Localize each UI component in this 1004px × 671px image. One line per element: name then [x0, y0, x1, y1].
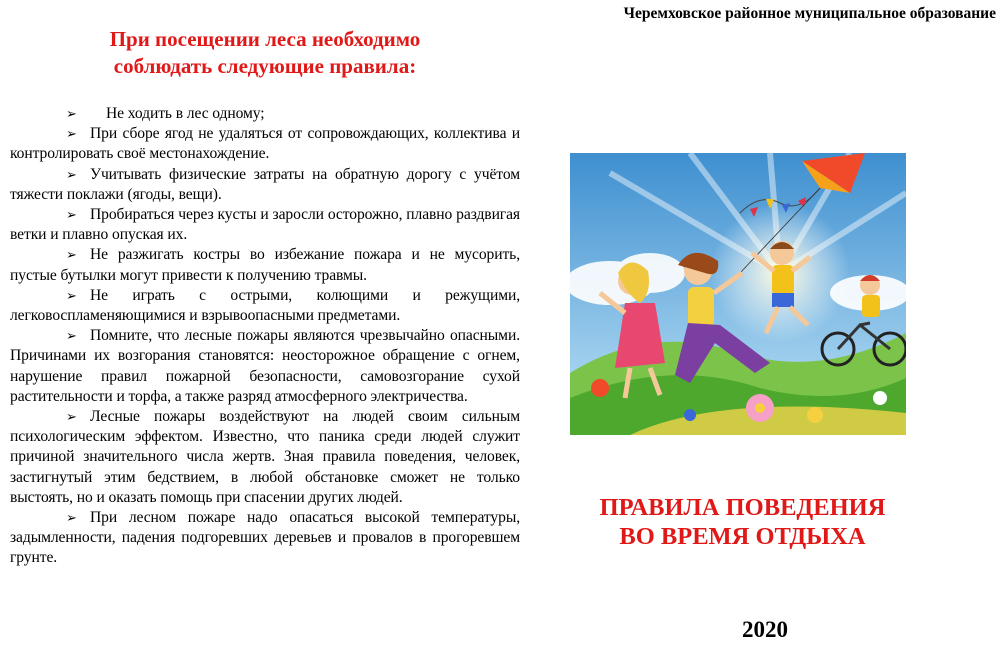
rule-item — [10, 165, 520, 205]
rules-title-line1: При посещении леса необходимо — [109, 27, 421, 51]
rules-title-line2: соблюдать следующие правила: — [113, 54, 417, 78]
rule-item — [10, 326, 520, 407]
arrow-bullet-icon: ➢ — [66, 106, 77, 121]
brochure-title-line2: ВО ВРЕМЯ ОТДЫХА — [619, 523, 866, 550]
rule-text: Помните, что лесные пожары являются чрезвычайно опасными. Причинами их возгорания становятся: неосторожное обращение с огнем, нарушение правил пожарной безопасности, самовозгорание сухой растительности и торфа, а также разряд атмосферного электричества. — [10, 327, 520, 405]
rule-item — [10, 508, 520, 569]
arrow-bullet-icon: ➢ — [66, 287, 77, 303]
arrow-bullet-icon: ➢ — [66, 510, 77, 526]
rule-text: Пробираться через кусты и заросли осторожно, плавно раздвигая ветки и плавно опуская их. — [10, 206, 520, 244]
arrow-bullet-icon: ➢ — [66, 247, 77, 263]
rules-column — [10, 0, 520, 671]
arrow-bullet-icon: ➢ — [66, 328, 77, 344]
arrow-bullet-icon: ➢ — [66, 126, 77, 142]
rule-item — [10, 205, 520, 245]
rule-item — [10, 245, 520, 285]
illustration-graphic — [570, 153, 906, 435]
rule-text: Лесные пожары воздействуют на людей своим сильным психологическим эффектом. Известно, что паника среди людей служит причиной значительного числа жертв. Зная правила поведения, человек, застигнутый этим бедствием, в любой обстановке сможет не только выстоять, но и оказать помощь при спасении других людей. — [10, 408, 520, 506]
rule-item — [10, 124, 520, 164]
rule-text: Учитывать физические затраты на обратную дорогу с учётом тяжести поклажи (ягоды, вещи). — [10, 165, 520, 203]
rule-item — [10, 286, 520, 326]
rules-list — [10, 104, 520, 569]
rule-item — [10, 407, 520, 508]
brochure-title-line1: ПРАВИЛА ПОВЕДЕНИЯ — [599, 494, 886, 521]
rule-text: При сборе ягод не удаляться от сопровождающих, коллектива и контролировать своё местонахождение. — [10, 125, 520, 163]
brochure-title — [560, 493, 925, 551]
arrow-bullet-icon: ➢ — [66, 409, 77, 425]
rule-item — [10, 104, 520, 124]
arrow-bullet-icon: ➢ — [66, 207, 77, 223]
arrow-bullet-icon: ➢ — [66, 166, 77, 182]
organization-header: Черемховское районное муниципальное образование — [623, 5, 996, 22]
rules-title — [10, 26, 520, 80]
kids-playing-illustration — [570, 153, 906, 435]
year-label: 2020 — [742, 617, 788, 642]
rule-text: При лесном пожаре надо опасаться высокой температуры, задымленности, падения подгоревших деревьев и провалов в прогоревшем грунте. — [10, 509, 520, 567]
rule-text: Не играть с острыми, колющими и режущими, легковоспламеняющимися и взрывоопасными предметами. — [10, 286, 520, 325]
rule-text: Не разжигать костры во избежание пожара и не мусорить, пустые бутылки могут привести к получению травмы. — [10, 246, 520, 284]
rule-text: Не ходить в лес одному; — [106, 105, 265, 122]
